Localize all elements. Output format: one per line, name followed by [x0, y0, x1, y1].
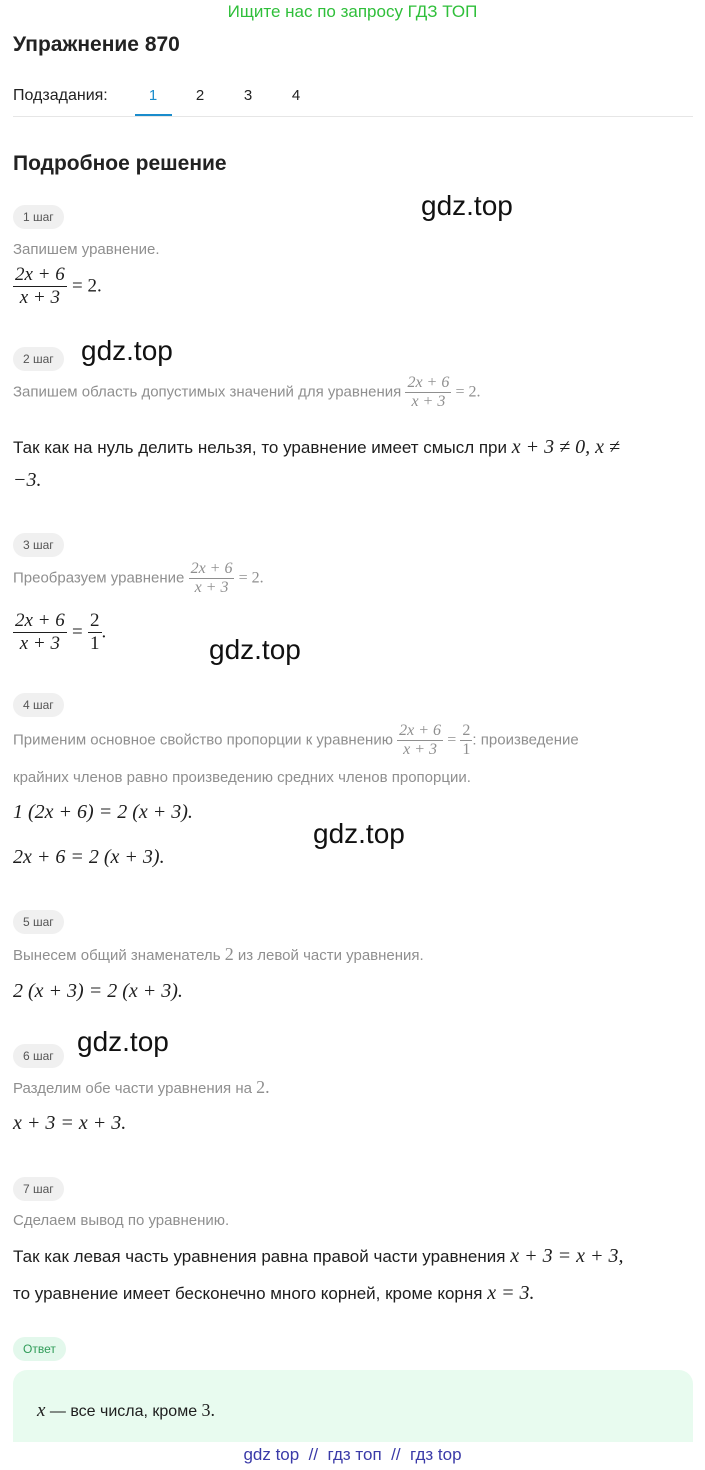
step-1-equation: $\frac{2x + 6}{x + 3}$ = 2.: [15, 264, 102, 308]
step-5-badge: 5 шаг: [13, 910, 64, 934]
watermark-3: gdz.top: [209, 634, 301, 665]
watermark-5: gdz.top: [77, 1026, 169, 1057]
step-6-equation: x + 3 = x + 3.: [13, 1112, 127, 1134]
fraction: $\frac{2}{1}$: [462, 722, 471, 758]
fraction: $\frac{2}{1}$: [90, 610, 100, 654]
step-2-text: Запишем область допустимых значений для уравнения $\frac{2x + 6}{x + 3}$ = 2.: [13, 374, 481, 410]
step-3-badge: 3 шаг: [13, 533, 64, 557]
step-3-text: Преобразуем уравнение $\frac{2x + 6}{x + 3}$ = 2.: [13, 560, 264, 596]
fraction: $\frac{2x + 6}{x + 3}$: [190, 560, 233, 596]
step-4-text-line2: крайних членов равно произведению средних членов пропорции.: [13, 769, 471, 786]
step-5-text: Вынесем общий знаменатель 2 из левой части уравнения.: [13, 944, 424, 964]
fraction: $\frac{2x + 6}{x + 3}$: [399, 722, 442, 758]
watermark-1: gdz.top: [421, 190, 513, 221]
watermark-2: gdz.top: [81, 335, 173, 366]
step-2-explain: Так как на нуль делить нельзя, то уравнение имеет смысл при x + 3 ≠ 0, x ≠: [13, 436, 620, 458]
tab-subtask-2[interactable]: 2: [195, 87, 205, 104]
step-2-explain-cont: −3.: [13, 469, 42, 491]
step-4-equation-2: 2x + 6 = 2 (x + 3).: [13, 846, 165, 868]
step-1-text: Запишем уравнение.: [13, 241, 160, 258]
tabs-divider: [13, 116, 693, 117]
answer-text: x — все числа, кроме 3.: [37, 1400, 216, 1421]
section-title: Подробное решение: [13, 152, 227, 175]
step-4-badge: 4 шаг: [13, 693, 64, 717]
tab-subtask-1[interactable]: 1: [148, 87, 158, 104]
watermark-4: gdz.top: [313, 818, 405, 849]
tab-subtask-3[interactable]: 3: [243, 87, 253, 104]
step-3-equation: $\frac{2x + 6}{x + 3}$ = $\frac{2}{1}$ .: [15, 610, 107, 654]
search-banner: Ищите нас по запросу ГДЗ ТОП: [227, 2, 478, 21]
subtasks-label: Подзадания:: [13, 87, 108, 104]
page-title: Упражнение 870: [13, 33, 180, 56]
step-2-badge: 2 шаг: [13, 347, 64, 371]
tab-subtask-4[interactable]: 4: [291, 87, 301, 104]
fraction: $\frac{2x + 6}{x + 3}$: [407, 374, 450, 410]
step-7-explain-1: Так как левая часть уравнения равна правой части уравнения x + 3 = x + 3,: [13, 1245, 624, 1267]
step-6-badge: 6 шаг: [13, 1044, 64, 1068]
step-4-text: Применим основное свойство пропорции к уравнению $\frac{2x + 6}{x + 3}$ = $\frac{2}{1}$ : произведение: [13, 722, 579, 758]
fraction: $\frac{2x + 6}{x + 3}$: [15, 610, 65, 654]
step-6-text: Разделим обе части уравнения на 2.: [13, 1077, 270, 1097]
step-7-explain-2: то уравнение имеет бесконечно много корней, кроме корня x = 3.: [13, 1282, 535, 1304]
step-4-equation-1: 1 (2x + 6) = 2 (x + 3).: [13, 801, 193, 823]
step-1-badge: 1 шаг: [13, 205, 64, 229]
step-5-equation: 2 (x + 3) = 2 (x + 3).: [13, 980, 183, 1002]
step-7-text: Сделаем вывод по уравнению.: [13, 1212, 230, 1229]
fraction: $\frac{2x + 6}{x + 3}$: [15, 264, 65, 308]
answer-badge: Ответ: [13, 1337, 66, 1361]
footer-links: gdz top // гдз топ // гдз top: [243, 1445, 462, 1464]
step-7-badge: 7 шаг: [13, 1177, 64, 1201]
